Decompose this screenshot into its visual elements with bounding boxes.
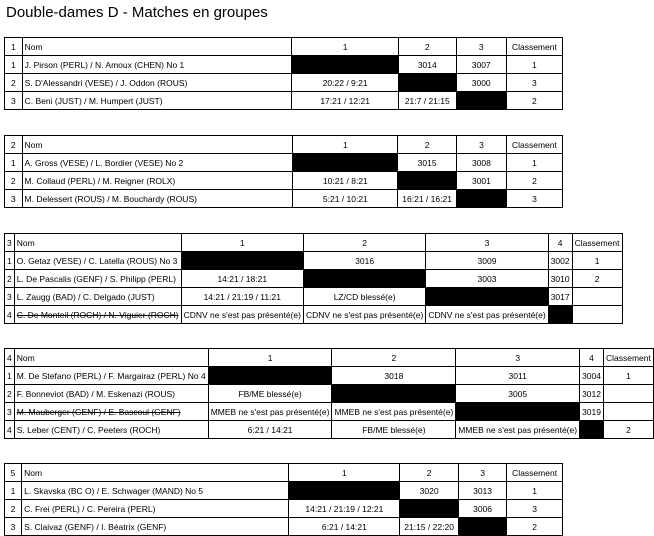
group-2 — [4, 135, 563, 208]
self-match-cell — [456, 403, 580, 421]
column-header: 1 — [292, 38, 399, 56]
match-cell: MMEB ne s'est pas présenté(e) — [456, 421, 580, 439]
group-number: 5 — [5, 464, 22, 482]
group-table — [4, 37, 563, 110]
table-row — [5, 56, 563, 74]
column-name-header: Nom — [14, 349, 208, 367]
column-header: 3 — [456, 38, 506, 56]
match-cell: 21:7 / 21:15 — [398, 92, 456, 110]
self-match-cell — [456, 190, 506, 208]
match-cell: 17:21 / 12:21 — [292, 92, 399, 110]
match-cell: FB/ME blessé(e) — [332, 421, 456, 439]
self-match-cell — [293, 154, 398, 172]
pair-name: L. De Pascalis (GENF) / S. Philipp (PERL) — [14, 270, 181, 288]
match-cell: 20:22 / 9:21 — [292, 74, 399, 92]
pair-name: S. Claivaz (GENF) / I. Béatrix (GENF) — [22, 518, 289, 536]
column-header: 1 — [289, 464, 400, 482]
header-row — [5, 349, 654, 367]
pair-name: A. Gross (VESE) / L. Bordier (VESE) No 2 — [22, 154, 293, 172]
self-match-cell — [398, 74, 456, 92]
match-cell: 3019 — [580, 403, 604, 421]
table-row — [5, 500, 563, 518]
match-cell: 3010 — [548, 270, 572, 288]
column-header: 2 — [398, 38, 456, 56]
column-header: 2 — [303, 234, 425, 252]
rank-cell: 2 — [572, 270, 622, 288]
column-rank-header: Classement — [604, 349, 654, 367]
match-cell: 6:21 / 14:21 — [289, 518, 400, 536]
table-row — [5, 518, 563, 536]
table-row — [5, 154, 563, 172]
column-header: 4 — [580, 349, 604, 367]
rank-cell: 2 — [506, 92, 562, 110]
rank-cell: 3 — [507, 500, 563, 518]
pair-name: C. De Monteil (ROCH) / N. Viguier (ROCH) — [14, 306, 181, 324]
column-header: 2 — [332, 349, 456, 367]
column-header: 4 — [548, 234, 572, 252]
match-cell: 3004 — [580, 367, 604, 385]
rank-cell: 1 — [506, 56, 562, 74]
pair-name: O. Getaz (VESE) / C. Latella (ROUS) No 3 — [14, 252, 181, 270]
pair-name: M. Delessert (ROUS) / M. Bouchardy (ROUS) — [22, 190, 293, 208]
row-number: 2 — [5, 74, 23, 92]
group-1 — [4, 37, 563, 110]
column-header: 3 — [458, 464, 506, 482]
match-cell: 3020 — [400, 482, 458, 500]
column-header: 3 — [426, 234, 548, 252]
row-number: 1 — [5, 367, 15, 385]
column-rank-header: Classement — [572, 234, 622, 252]
self-match-cell — [548, 306, 572, 324]
row-number: 4 — [5, 421, 15, 439]
table-row — [5, 74, 563, 92]
column-rank-header: Classement — [506, 38, 562, 56]
rank-cell — [572, 306, 622, 324]
header-row — [5, 464, 563, 482]
match-cell: 3008 — [456, 154, 506, 172]
table-row — [5, 252, 623, 270]
match-cell: 3005 — [456, 385, 580, 403]
row-number: 3 — [5, 288, 15, 306]
column-rank-header: Classement — [506, 136, 562, 154]
group-number: 3 — [5, 234, 15, 252]
self-match-cell — [181, 252, 303, 270]
group-number: 4 — [5, 349, 15, 367]
table-row — [5, 270, 623, 288]
match-cell: 14:21 / 21:19 / 12:21 — [289, 500, 400, 518]
group-table — [4, 135, 563, 208]
table-row — [5, 367, 654, 385]
table-row — [5, 385, 654, 403]
column-name-header: Nom — [14, 234, 181, 252]
table-row — [5, 288, 623, 306]
match-cell: 3007 — [456, 56, 506, 74]
column-header: 2 — [400, 464, 458, 482]
page-title: Double-dames D - Matches en groupes — [6, 4, 268, 21]
match-cell: MMEB ne s'est pas présenté(e) — [332, 403, 456, 421]
pair-name: M. Mauberger (GENF) / E. Bascoul (GENF) — [14, 403, 208, 421]
match-cell: 21:15 / 22:20 — [400, 518, 458, 536]
rank-cell — [604, 403, 654, 421]
match-cell: 3002 — [548, 252, 572, 270]
rank-cell: 1 — [572, 252, 622, 270]
self-match-cell — [208, 367, 332, 385]
row-number: 3 — [5, 92, 23, 110]
match-cell: CDNV ne s'est pas présenté(e) — [181, 306, 303, 324]
table-row — [5, 190, 563, 208]
column-name-header: Nom — [22, 38, 292, 56]
row-number: 3 — [5, 518, 22, 536]
self-match-cell — [580, 421, 604, 439]
match-cell: 3009 — [426, 252, 548, 270]
table-row — [5, 172, 563, 190]
pair-name: C. Frei (PERL) / C. Pereira (PERL) — [22, 500, 289, 518]
match-cell: 16:21 / 16:21 — [398, 190, 457, 208]
column-name-header: Nom — [22, 136, 293, 154]
table-row — [5, 403, 654, 421]
row-number: 3 — [5, 190, 23, 208]
column-header: 1 — [181, 234, 303, 252]
match-cell: 3015 — [398, 154, 457, 172]
match-cell: 3001 — [456, 172, 506, 190]
match-cell: FB/ME blessé(e) — [208, 385, 332, 403]
column-header: 3 — [456, 136, 506, 154]
row-number: 2 — [5, 500, 22, 518]
rank-cell: 3 — [506, 190, 562, 208]
rank-cell — [572, 288, 622, 306]
group-5 — [4, 463, 563, 536]
match-cell: 3014 — [398, 56, 456, 74]
match-cell: 10:21 / 8:21 — [293, 172, 398, 190]
group-table — [4, 463, 563, 536]
match-cell: 3011 — [456, 367, 580, 385]
header-row — [5, 136, 563, 154]
rank-cell: 3 — [506, 74, 562, 92]
pair-name: M. De Stefano (PERL) / F. Margairaz (PERL) No 4 — [14, 367, 208, 385]
pair-name: S. D'Alessandri (VESE) / J. Oddon (ROUS) — [22, 74, 292, 92]
row-number: 1 — [5, 252, 15, 270]
column-rank-header: Classement — [507, 464, 563, 482]
table-row — [5, 92, 563, 110]
table-row — [5, 421, 654, 439]
row-number: 2 — [5, 385, 15, 403]
group-4 — [4, 348, 654, 439]
self-match-cell — [426, 288, 548, 306]
table-row — [5, 306, 623, 324]
group-table — [4, 233, 623, 324]
row-number: 2 — [5, 172, 23, 190]
match-cell: 14:21 / 18:21 — [181, 270, 303, 288]
pair-name: S. Leber (CENT) / C. Peeters (ROCH) — [14, 421, 208, 439]
match-cell: 3000 — [456, 74, 506, 92]
match-cell: CDNV ne s'est pas présenté(e) — [303, 306, 425, 324]
table-row — [5, 482, 563, 500]
rank-cell — [604, 385, 654, 403]
pair-name: L. Zaugg (BAD) / C. Delgado (JUST) — [14, 288, 181, 306]
match-cell: 3018 — [332, 367, 456, 385]
rank-cell: 1 — [604, 367, 654, 385]
row-number: 3 — [5, 403, 15, 421]
self-match-cell — [292, 56, 399, 74]
rank-cell: 2 — [506, 172, 562, 190]
self-match-cell — [398, 172, 457, 190]
self-match-cell — [456, 92, 506, 110]
group-table — [4, 348, 654, 439]
self-match-cell — [289, 482, 400, 500]
group-3 — [4, 233, 623, 324]
column-header: 2 — [398, 136, 457, 154]
match-cell: 3006 — [458, 500, 506, 518]
match-cell: 3003 — [426, 270, 548, 288]
match-cell: 3017 — [548, 288, 572, 306]
pair-name: J. Pirson (PERL) / N. Amoux (CHEN) No 1 — [22, 56, 292, 74]
row-number: 1 — [5, 154, 23, 172]
match-cell: 3012 — [580, 385, 604, 403]
match-cell: 5:21 / 10:21 — [293, 190, 398, 208]
column-header: 1 — [293, 136, 398, 154]
self-match-cell — [303, 270, 425, 288]
row-number: 4 — [5, 306, 15, 324]
pair-name: M. Collaud (PERL) / M. Reigner (ROLX) — [22, 172, 293, 190]
pair-name: L. Skavska (BC O) / E. Schwager (MAND) No 5 — [22, 482, 289, 500]
pair-name: F. Bonneviot (BAD) / M. Eskenazi (ROUS) — [14, 385, 208, 403]
pair-name: C. Beni (JUST) / M. Humpert (JUST) — [22, 92, 292, 110]
match-cell: 3013 — [458, 482, 506, 500]
row-number: 1 — [5, 482, 22, 500]
group-number: 2 — [5, 136, 23, 154]
group-number: 1 — [5, 38, 23, 56]
match-cell: 3016 — [303, 252, 425, 270]
rank-cell: 2 — [507, 518, 563, 536]
rank-cell: 2 — [604, 421, 654, 439]
rank-cell: 1 — [506, 154, 562, 172]
row-number: 2 — [5, 270, 15, 288]
match-cell: LZ/CD blessé(e) — [303, 288, 425, 306]
self-match-cell — [458, 518, 506, 536]
match-cell: CDNV ne s'est pas présenté(e) — [426, 306, 548, 324]
row-number: 1 — [5, 56, 23, 74]
column-name-header: Nom — [22, 464, 289, 482]
self-match-cell — [400, 500, 458, 518]
match-cell: 6:21 / 14:21 — [208, 421, 332, 439]
match-cell: 14:21 / 21:19 / 11:21 — [181, 288, 303, 306]
column-header: 1 — [208, 349, 332, 367]
column-header: 3 — [456, 349, 580, 367]
header-row — [5, 234, 623, 252]
match-cell: MMEB ne s'est pas présenté(e) — [208, 403, 332, 421]
self-match-cell — [332, 385, 456, 403]
header-row — [5, 38, 563, 56]
rank-cell: 1 — [507, 482, 563, 500]
